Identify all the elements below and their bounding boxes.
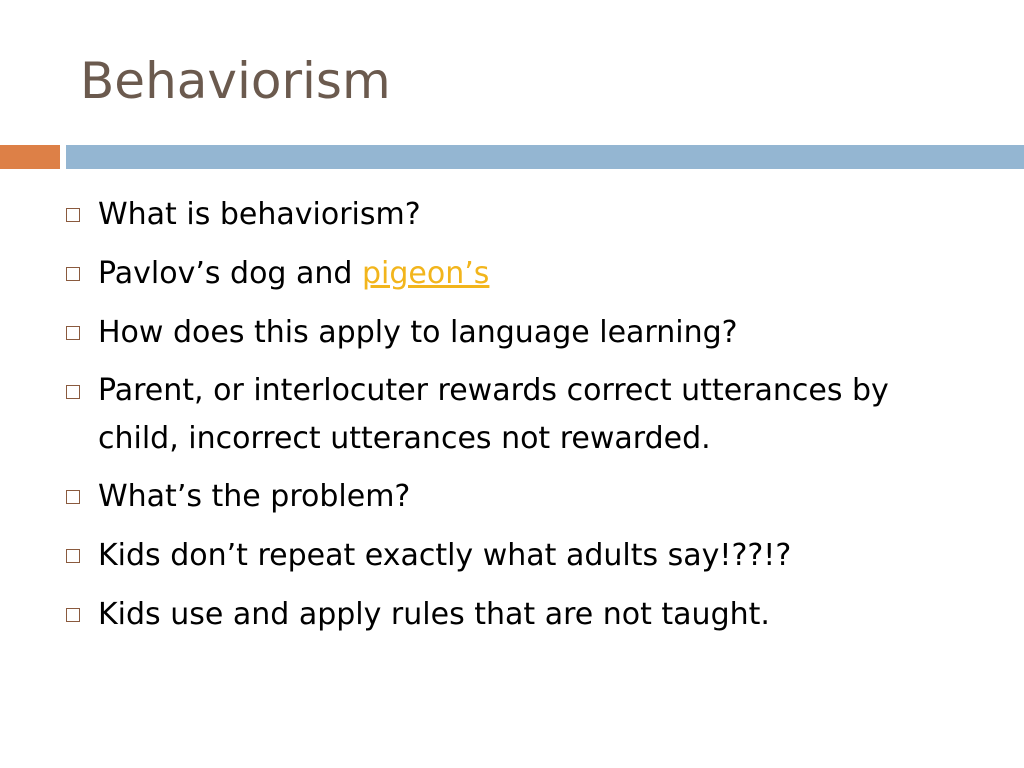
bullet-item [62, 249, 962, 299]
bullet-item [62, 308, 962, 358]
bullet-text: Parent, or interlocuter rewards correct utterances by child, incorrect utterances not rewarded. [98, 373, 889, 456]
bullet-text: Pavlov’s dog and [98, 256, 362, 291]
accent-bar-orange [0, 145, 60, 169]
bullet-text: Kids use and apply rules that are not taught. [98, 597, 770, 632]
bullet-item [62, 367, 962, 463]
square-bullet-icon [66, 326, 80, 340]
slide-title: Behaviorism [80, 52, 391, 110]
bullet-text: What’s the problem? [98, 479, 411, 514]
square-bullet-icon [66, 490, 80, 504]
bullet-item [62, 190, 962, 240]
square-bullet-icon [66, 385, 80, 399]
bullet-text: What is behaviorism? [98, 197, 421, 232]
bullet-item [62, 531, 962, 581]
bullet-text: How does this apply to language learning? [98, 315, 738, 350]
square-bullet-icon [66, 549, 80, 563]
pigeons-link[interactable]: pigeon’s [361, 256, 490, 291]
square-bullet-icon [66, 267, 80, 281]
square-bullet-icon [66, 608, 80, 622]
bullet-text: Kids don’t repeat exactly what adults say!??!? [98, 538, 792, 573]
accent-bar-blue [66, 145, 1024, 169]
bullet-list [62, 190, 962, 649]
bullet-item [62, 590, 962, 640]
square-bullet-icon [66, 208, 80, 222]
bullet-item [62, 472, 962, 522]
